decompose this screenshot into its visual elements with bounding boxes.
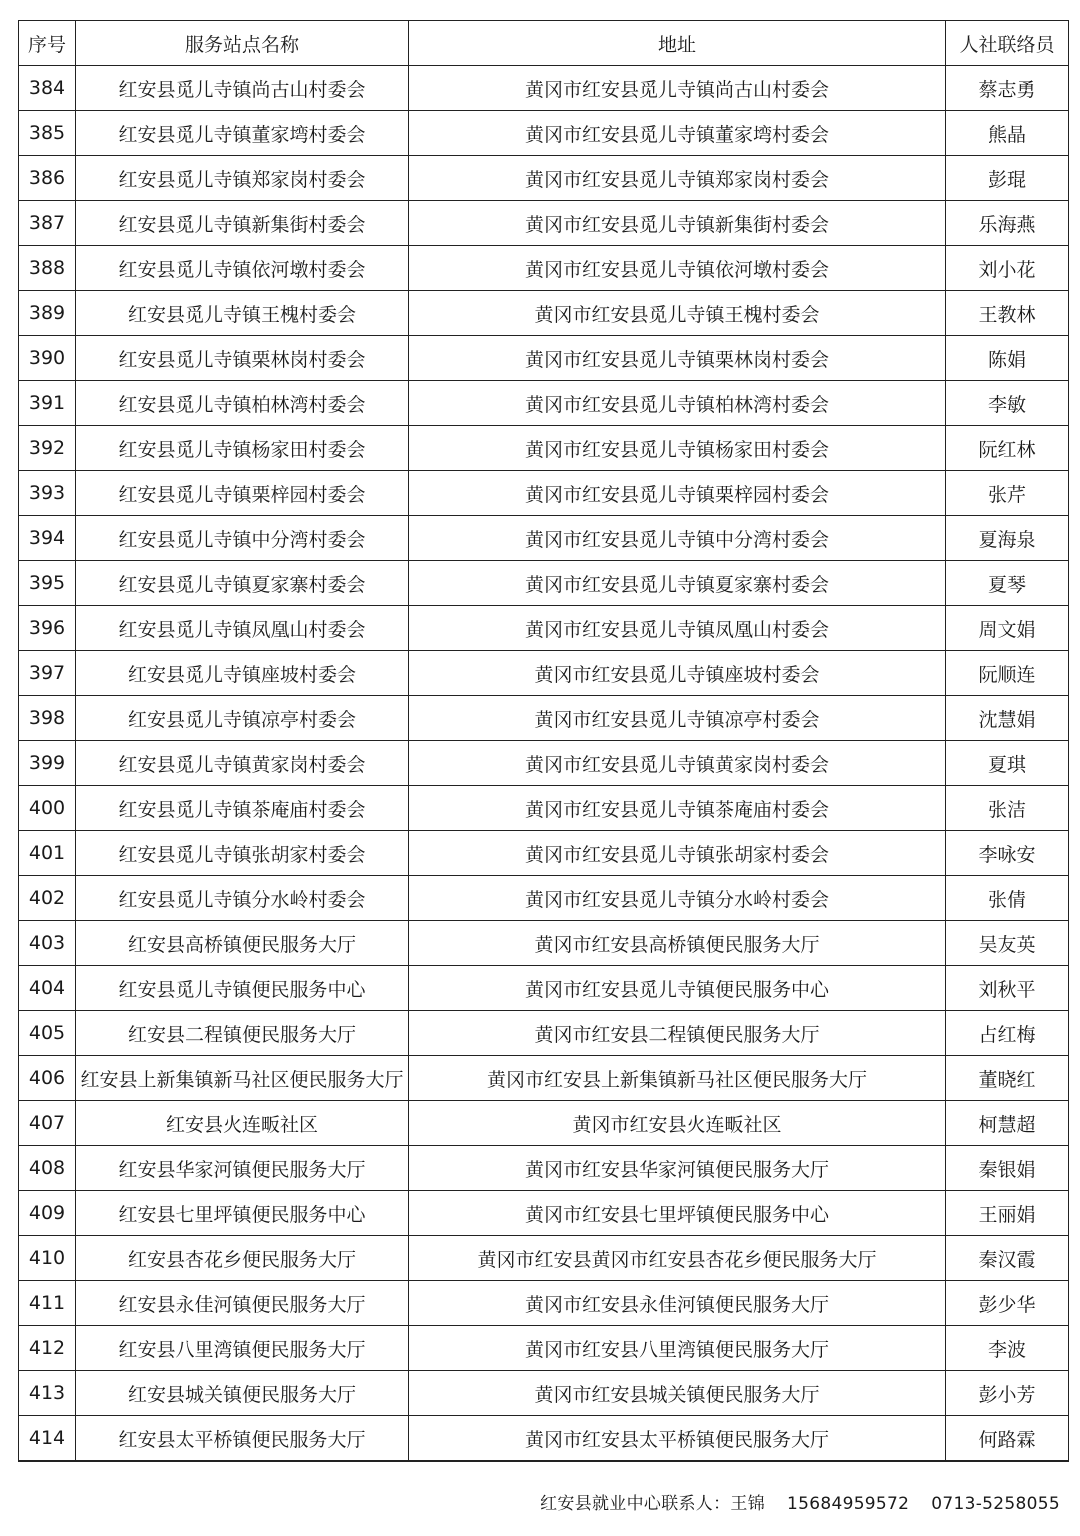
cell-num: 403 bbox=[19, 921, 76, 966]
cell-address: 黄冈市红安县觅儿寺镇栗梓园村委会 bbox=[409, 471, 946, 516]
table-row bbox=[19, 696, 1069, 741]
cell-address: 黄冈市红安县七里坪镇便民服务中心 bbox=[409, 1191, 946, 1236]
cell-station-name: 红安县觅儿寺镇黄家岗村委会 bbox=[76, 741, 409, 786]
cell-num: 409 bbox=[19, 1191, 76, 1236]
table-row bbox=[19, 246, 1069, 291]
cell-address: 黄冈市红安县黄冈市红安县杏花乡便民服务大厅 bbox=[409, 1236, 946, 1281]
cell-station-name: 红安县城关镇便民服务大厅 bbox=[76, 1371, 409, 1416]
cell-contact: 王教林 bbox=[946, 291, 1069, 336]
cell-num: 407 bbox=[19, 1101, 76, 1146]
table-row bbox=[19, 381, 1069, 426]
cell-num: 386 bbox=[19, 156, 76, 201]
cell-contact: 夏琪 bbox=[946, 741, 1069, 786]
table-row bbox=[19, 741, 1069, 786]
cell-station-name: 红安县觅儿寺镇茶庵庙村委会 bbox=[76, 786, 409, 831]
cell-station-name: 红安县觅儿寺镇夏家寨村委会 bbox=[76, 561, 409, 606]
cell-num: 411 bbox=[19, 1281, 76, 1326]
cell-num: 408 bbox=[19, 1146, 76, 1191]
cell-num: 400 bbox=[19, 786, 76, 831]
cell-address: 黄冈市红安县上新集镇新马社区便民服务大厅 bbox=[409, 1056, 946, 1101]
cell-station-name: 红安县觅儿寺镇中分湾村委会 bbox=[76, 516, 409, 561]
table-row bbox=[19, 1371, 1069, 1416]
table-row bbox=[19, 921, 1069, 966]
cell-station-name: 红安县觅儿寺镇新集街村委会 bbox=[76, 201, 409, 246]
cell-contact: 刘秋平 bbox=[946, 966, 1069, 1011]
cell-contact: 张芹 bbox=[946, 471, 1069, 516]
cell-station-name: 红安县太平桥镇便民服务大厅 bbox=[76, 1416, 409, 1462]
cell-station-name: 红安县杏花乡便民服务大厅 bbox=[76, 1236, 409, 1281]
cell-num: 413 bbox=[19, 1371, 76, 1416]
document-sheet bbox=[18, 20, 1068, 1462]
cell-contact: 周文娟 bbox=[946, 606, 1069, 651]
table-row bbox=[19, 876, 1069, 921]
cell-address: 黄冈市红安县觅儿寺镇黄家岗村委会 bbox=[409, 741, 946, 786]
cell-num: 390 bbox=[19, 336, 76, 381]
cell-num: 399 bbox=[19, 741, 76, 786]
cell-contact: 彭少华 bbox=[946, 1281, 1069, 1326]
cell-address: 黄冈市红安县觅儿寺镇新集街村委会 bbox=[409, 201, 946, 246]
table-row bbox=[19, 1146, 1069, 1191]
cell-address: 黄冈市红安县永佳河镇便民服务大厅 bbox=[409, 1281, 946, 1326]
cell-contact: 阮红林 bbox=[946, 426, 1069, 471]
cell-num: 402 bbox=[19, 876, 76, 921]
footer-contact-line bbox=[540, 1489, 1060, 1514]
cell-contact: 王丽娟 bbox=[946, 1191, 1069, 1236]
cell-address: 黄冈市红安县觅儿寺镇便民服务中心 bbox=[409, 966, 946, 1011]
cell-address: 黄冈市红安县觅儿寺镇尚古山村委会 bbox=[409, 66, 946, 111]
cell-num: 384 bbox=[19, 66, 76, 111]
service-station-table bbox=[18, 20, 1069, 1462]
cell-contact: 彭小芳 bbox=[946, 1371, 1069, 1416]
header-num: 序号 bbox=[19, 21, 76, 66]
cell-contact: 李咏安 bbox=[946, 831, 1069, 876]
table-row bbox=[19, 426, 1069, 471]
cell-address: 黄冈市红安县二程镇便民服务大厅 bbox=[409, 1011, 946, 1056]
cell-station-name: 红安县觅儿寺镇座坡村委会 bbox=[76, 651, 409, 696]
cell-contact: 陈娟 bbox=[946, 336, 1069, 381]
cell-station-name: 红安县觅儿寺镇郑家岗村委会 bbox=[76, 156, 409, 201]
cell-station-name: 红安县觅儿寺镇柏林湾村委会 bbox=[76, 381, 409, 426]
cell-contact: 彭琨 bbox=[946, 156, 1069, 201]
table-row bbox=[19, 1416, 1069, 1462]
cell-contact: 李敏 bbox=[946, 381, 1069, 426]
header-address: 地址 bbox=[409, 21, 946, 66]
cell-station-name: 红安县觅儿寺镇便民服务中心 bbox=[76, 966, 409, 1011]
cell-num: 385 bbox=[19, 111, 76, 156]
table-header-row bbox=[19, 21, 1069, 66]
cell-contact: 张洁 bbox=[946, 786, 1069, 831]
header-contact: 人社联络员 bbox=[946, 21, 1069, 66]
cell-address: 黄冈市红安县觅儿寺镇王槐村委会 bbox=[409, 291, 946, 336]
cell-station-name: 红安县八里湾镇便民服务大厅 bbox=[76, 1326, 409, 1371]
cell-station-name: 红安县高桥镇便民服务大厅 bbox=[76, 921, 409, 966]
cell-address: 黄冈市红安县觅儿寺镇茶庵庙村委会 bbox=[409, 786, 946, 831]
cell-station-name: 红安县觅儿寺镇栗梓园村委会 bbox=[76, 471, 409, 516]
cell-num: 405 bbox=[19, 1011, 76, 1056]
cell-address: 黄冈市红安县高桥镇便民服务大厅 bbox=[409, 921, 946, 966]
table-row bbox=[19, 786, 1069, 831]
table-row bbox=[19, 1056, 1069, 1101]
cell-contact: 刘小花 bbox=[946, 246, 1069, 291]
table-row bbox=[19, 291, 1069, 336]
cell-address: 黄冈市红安县觅儿寺镇柏林湾村委会 bbox=[409, 381, 946, 426]
cell-contact: 李波 bbox=[946, 1326, 1069, 1371]
table-row bbox=[19, 111, 1069, 156]
cell-station-name: 红安县二程镇便民服务大厅 bbox=[76, 1011, 409, 1056]
cell-contact: 秦银娟 bbox=[946, 1146, 1069, 1191]
cell-num: 396 bbox=[19, 606, 76, 651]
cell-num: 388 bbox=[19, 246, 76, 291]
table-row bbox=[19, 1191, 1069, 1236]
cell-address: 黄冈市红安县觅儿寺镇凉亭村委会 bbox=[409, 696, 946, 741]
cell-address: 黄冈市红安县觅儿寺镇郑家岗村委会 bbox=[409, 156, 946, 201]
cell-address: 黄冈市红安县觅儿寺镇夏家寨村委会 bbox=[409, 561, 946, 606]
table-row bbox=[19, 156, 1069, 201]
cell-contact: 柯慧超 bbox=[946, 1101, 1069, 1146]
cell-contact: 占红梅 bbox=[946, 1011, 1069, 1056]
cell-num: 392 bbox=[19, 426, 76, 471]
cell-num: 401 bbox=[19, 831, 76, 876]
cell-address: 黄冈市红安县觅儿寺镇栗林岗村委会 bbox=[409, 336, 946, 381]
cell-station-name: 红安县觅儿寺镇王槐村委会 bbox=[76, 291, 409, 336]
cell-address: 黄冈市红安县觅儿寺镇中分湾村委会 bbox=[409, 516, 946, 561]
cell-address: 黄冈市红安县觅儿寺镇依河墩村委会 bbox=[409, 246, 946, 291]
cell-address: 黄冈市红安县觅儿寺镇张胡家村委会 bbox=[409, 831, 946, 876]
cell-contact: 蔡志勇 bbox=[946, 66, 1069, 111]
table-row bbox=[19, 471, 1069, 516]
cell-station-name: 红安县永佳河镇便民服务大厅 bbox=[76, 1281, 409, 1326]
cell-station-name: 红安县觅儿寺镇依河墩村委会 bbox=[76, 246, 409, 291]
table-row bbox=[19, 66, 1069, 111]
cell-station-name: 红安县觅儿寺镇凉亭村委会 bbox=[76, 696, 409, 741]
cell-num: 397 bbox=[19, 651, 76, 696]
cell-station-name: 红安县觅儿寺镇栗林岗村委会 bbox=[76, 336, 409, 381]
cell-address: 黄冈市红安县太平桥镇便民服务大厅 bbox=[409, 1416, 946, 1462]
table-row bbox=[19, 201, 1069, 246]
cell-station-name: 红安县觅儿寺镇尚古山村委会 bbox=[76, 66, 409, 111]
cell-contact: 阮顺连 bbox=[946, 651, 1069, 696]
table-row bbox=[19, 1101, 1069, 1146]
cell-contact: 张倩 bbox=[946, 876, 1069, 921]
cell-address: 黄冈市红安县华家河镇便民服务大厅 bbox=[409, 1146, 946, 1191]
cell-num: 410 bbox=[19, 1236, 76, 1281]
cell-station-name: 红安县觅儿寺镇杨家田村委会 bbox=[76, 426, 409, 471]
cell-num: 406 bbox=[19, 1056, 76, 1101]
table-row bbox=[19, 606, 1069, 651]
table-row bbox=[19, 1236, 1069, 1281]
table-row bbox=[19, 651, 1069, 696]
cell-contact: 沈慧娟 bbox=[946, 696, 1069, 741]
cell-address: 黄冈市红安县城关镇便民服务大厅 bbox=[409, 1371, 946, 1416]
cell-address: 黄冈市红安县觅儿寺镇座坡村委会 bbox=[409, 651, 946, 696]
cell-station-name: 红安县觅儿寺镇张胡家村委会 bbox=[76, 831, 409, 876]
cell-contact: 董晓红 bbox=[946, 1056, 1069, 1101]
cell-address: 黄冈市红安县觅儿寺镇分水岭村委会 bbox=[409, 876, 946, 921]
cell-contact: 秦汉霞 bbox=[946, 1236, 1069, 1281]
cell-num: 404 bbox=[19, 966, 76, 1011]
cell-num: 412 bbox=[19, 1326, 76, 1371]
table-row bbox=[19, 831, 1069, 876]
cell-station-name: 红安县七里坪镇便民服务中心 bbox=[76, 1191, 409, 1236]
table-row bbox=[19, 336, 1069, 381]
cell-contact: 吴友英 bbox=[946, 921, 1069, 966]
footer-phone: 0713-5258055 bbox=[931, 1494, 1060, 1514]
cell-contact: 夏海泉 bbox=[946, 516, 1069, 561]
cell-station-name: 红安县觅儿寺镇分水岭村委会 bbox=[76, 876, 409, 921]
cell-contact: 熊晶 bbox=[946, 111, 1069, 156]
cell-num: 389 bbox=[19, 291, 76, 336]
table-row bbox=[19, 1011, 1069, 1056]
cell-address: 黄冈市红安县觅儿寺镇凤凰山村委会 bbox=[409, 606, 946, 651]
cell-num: 414 bbox=[19, 1416, 76, 1462]
cell-num: 394 bbox=[19, 516, 76, 561]
table-row bbox=[19, 1281, 1069, 1326]
cell-address: 黄冈市红安县觅儿寺镇董家塆村委会 bbox=[409, 111, 946, 156]
cell-num: 398 bbox=[19, 696, 76, 741]
cell-num: 393 bbox=[19, 471, 76, 516]
header-name: 服务站点名称 bbox=[76, 21, 409, 66]
cell-num: 395 bbox=[19, 561, 76, 606]
cell-address: 黄冈市红安县八里湾镇便民服务大厅 bbox=[409, 1326, 946, 1371]
table-row bbox=[19, 516, 1069, 561]
cell-address: 黄冈市红安县火连畈社区 bbox=[409, 1101, 946, 1146]
cell-station-name: 红安县觅儿寺镇凤凰山村委会 bbox=[76, 606, 409, 651]
cell-num: 387 bbox=[19, 201, 76, 246]
table-row bbox=[19, 966, 1069, 1011]
cell-address: 黄冈市红安县觅儿寺镇杨家田村委会 bbox=[409, 426, 946, 471]
cell-contact: 乐海燕 bbox=[946, 201, 1069, 246]
cell-station-name: 红安县火连畈社区 bbox=[76, 1101, 409, 1146]
cell-station-name: 红安县觅儿寺镇董家塆村委会 bbox=[76, 111, 409, 156]
table-row bbox=[19, 561, 1069, 606]
cell-contact: 何路霖 bbox=[946, 1416, 1069, 1462]
cell-station-name: 红安县华家河镇便民服务大厅 bbox=[76, 1146, 409, 1191]
table-row bbox=[19, 1326, 1069, 1371]
footer-contact-label: 红安县就业中心联系人：王锦 bbox=[540, 1494, 765, 1514]
footer-mobile: 15684959572 bbox=[787, 1494, 910, 1514]
cell-num: 391 bbox=[19, 381, 76, 426]
cell-station-name: 红安县上新集镇新马社区便民服务大厅 bbox=[76, 1056, 409, 1101]
table-body bbox=[19, 66, 1069, 1462]
cell-contact: 夏琴 bbox=[946, 561, 1069, 606]
